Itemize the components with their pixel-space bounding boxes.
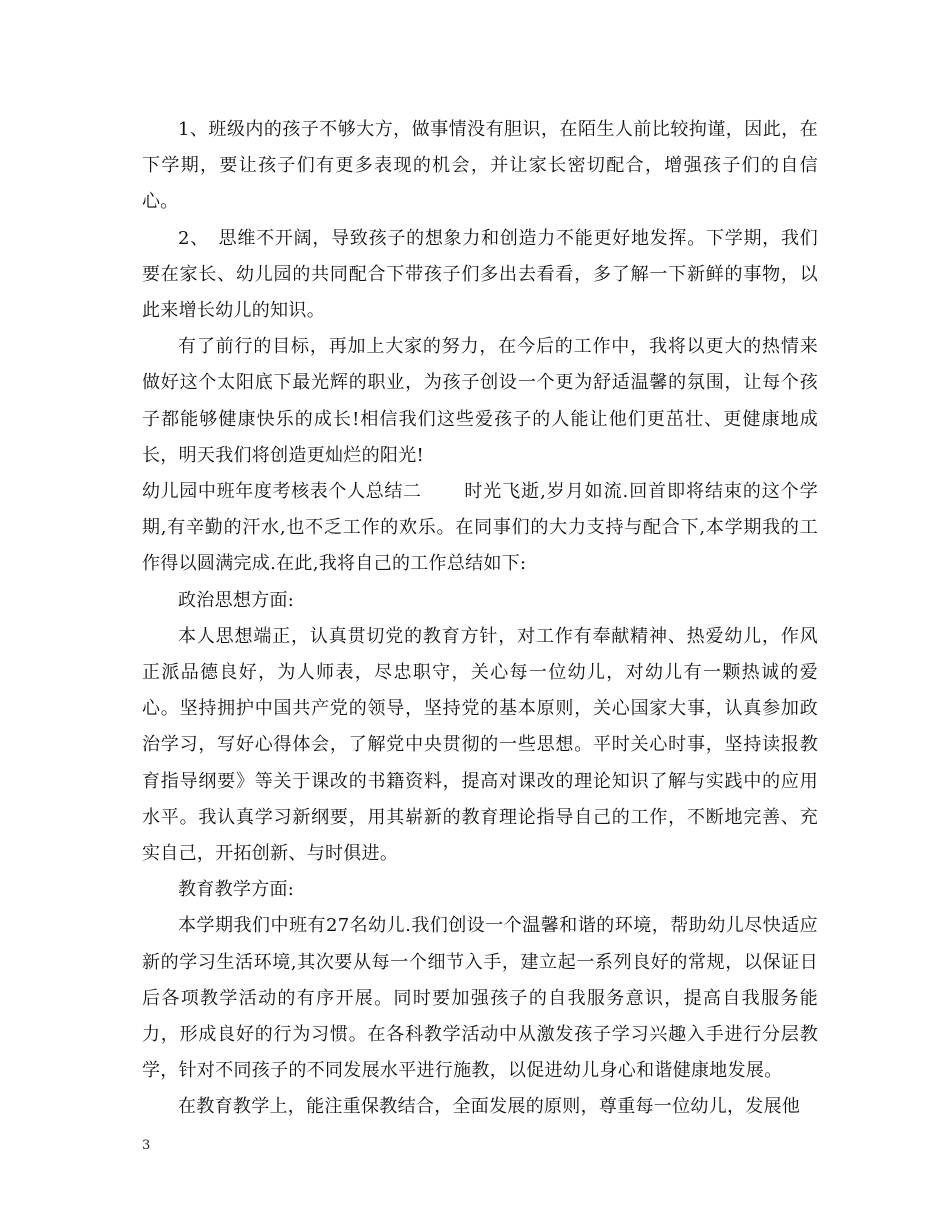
teaching-heading: 教育教学方面:	[178, 879, 295, 901]
section-intro-paragraph	[142, 474, 818, 583]
paragraph-class-confidence: 1、班级内的孩子不够大方，做事情没有胆识，在陌生人前比较拘谨，因此，在下学期，要让孩子们有更多表现的机会，并让家长密切配合，增强孩子们的自信心。	[142, 119, 818, 213]
political-heading: 政治思想方面:	[178, 589, 295, 611]
section-title: 幼儿园中班年度考核表个人总结二	[142, 481, 422, 503]
political-paragraph: 本人思想端正，认真贯切党的教育方针，对工作有奉献精神、热爱幼儿，作风正派品德良好，为人师表，尽忠职守，关心每一位幼儿，对幼儿有一颗热诚的爱心。坚持拥护中国共产党的领导，坚持党的基本原则，关心国家大事，认真参加政治学习，写好心得体会，了解党中央贯彻的一些思想。平时关心时事，坚持读报教育指导纲要》等关于课改的书籍资料，提高对课改的理论知识了解与实践中的应用水平。我认真学习新纲要，用其崭新的教育理论指导自己的工作，不断地完善、充实自己，开拓创新、与时俱进。	[142, 625, 818, 865]
teaching-paragraph: 本学期我们中班有27名幼儿.我们创设一个温馨和谐的环境，帮助幼儿尽快适应新的学习生活环境,其次要从每一个细节入手，建立起一系列良好的常规，以保证日后各项教学活动的有序开展。同时要加强孩子的自我服务意识，提高自我服务能力，形成良好的行为习惯。在各科教学活动中从激发孩子学习兴趣入手进行分层教学，针对不同孩子的不同发展水平进行施教，以促进幼儿身心和谐健康地发展。	[142, 915, 818, 1082]
section-intro-text: 时光飞逝,岁月如流.回首即将结束的这个学期,有辛勤的汗水,也不乏工作的欢乐。在同事们的大力支持与配合下,本学期我的工作得以圆满完成.在此,我将自己的工作总结如下:	[142, 481, 818, 575]
paragraph-future-goals: 有了前行的目标，再加上大家的努力，在今后的工作中，我将以更大的热情来做好这个太阳底下最光辉的职业，为孩子创设一个更为舒适温馨的氛围，让每个孩子都能够健康快乐的成长!相信我们这些爱孩子的人能让他们更茁壮、更健康地成长，明天我们将创造更灿烂的阳光!	[142, 336, 818, 466]
final-paragraph: 在教育教学上，能注重保教结合，全面发展的原则，尊重每一位幼儿，发展他	[178, 1096, 801, 1118]
paragraph-broaden-thinking: 2、 思维不开阔，导致孩子的想象力和创造力不能更好地发挥。下学期，我们要在家长、幼儿园的共同配合下带孩子们多出去看看，多了解一下新鲜的事物，以此来增长幼儿的知识。	[142, 227, 818, 322]
document-body	[142, 112, 818, 1126]
page-number: 3	[142, 1138, 151, 1153]
